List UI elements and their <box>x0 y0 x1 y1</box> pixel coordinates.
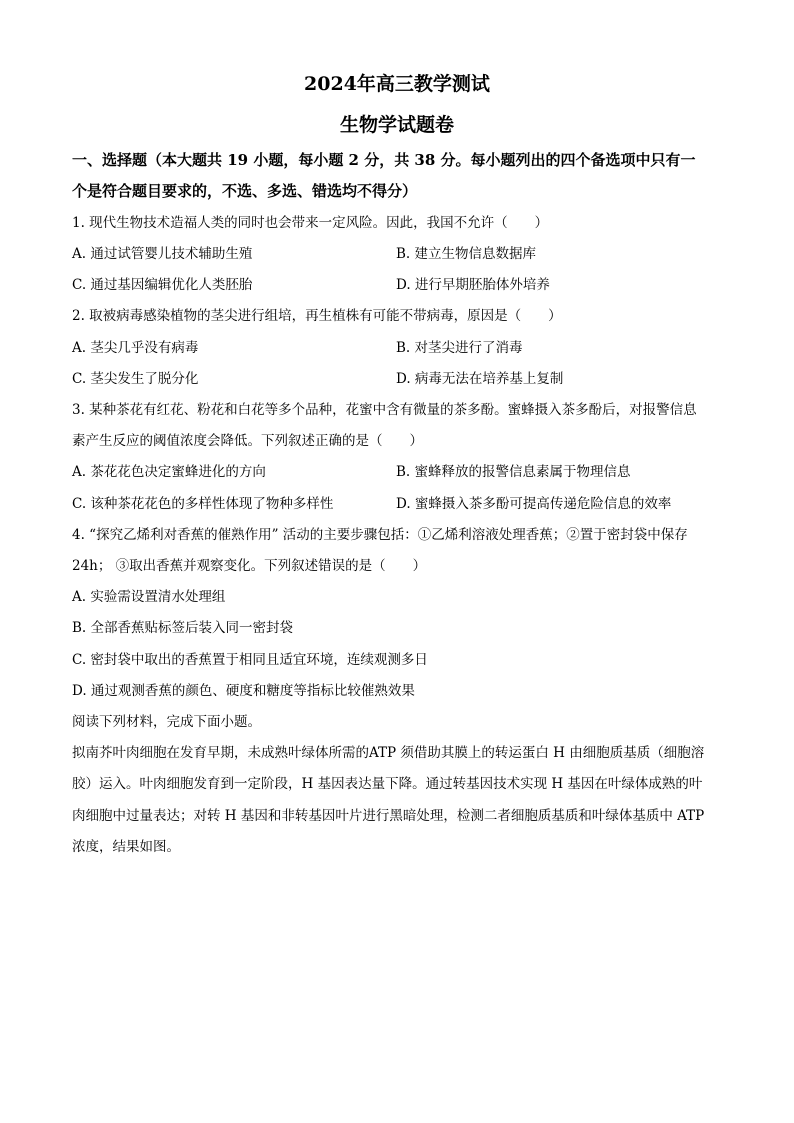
reading-paragraph-line3: 肉细胞中过量表达；对转 H 基因和非转基因叶片进行黑暗处理，检测二者细胞质基质和叶绿体基质中 ATP <box>72 808 705 824</box>
question-4-option-c: C. 密封袋中取出的香蕉置于相同且适宜环境，连续观测多日 <box>72 652 428 668</box>
reading-paragraph-line1: 拟南芥叶肉细胞在发育早期，未成熟叶绿体所需的ATP 须借助其膜上的转运蛋白 H 由细胞质基质（细胞溶 <box>72 745 705 761</box>
reading-paragraph-line2: 胶）运入。叶肉细胞发育到一定阶段，H 基因表达量下降。通过转基因技术实现 H 基因在叶绿体成熟的叶 <box>72 776 703 792</box>
page-title: 2024年高三教学测试 <box>304 73 490 95</box>
question-3-option-b: B. 蜜蜂释放的报警信息素属于物理信息 <box>396 464 631 480</box>
question-1-option-a: A. 通过试管婴儿技术辅助生殖 <box>72 246 253 262</box>
question-1-option-d: D. 进行早期胚胎体外培养 <box>396 277 550 293</box>
section-heading-line2: 个是符合题目要求的，不选、多选、错选均不得分） <box>72 182 418 200</box>
question-2-option-a: A. 茎尖几乎没有病毒 <box>72 340 199 356</box>
question-4-option-b: B. 全部香蕉贴标签后装入同一密封袋 <box>72 620 294 636</box>
question-3-stem-line1: 3. 某种茶花有红花、粉花和白花等多个品种，花蜜中含有微量的茶多酚。蜜蜂摄入茶多酚后，对报警信息 <box>72 402 697 418</box>
question-4-stem-line2: 24h； ③取出香蕉并观察变化。下列叙述错误的是（ ） <box>72 558 427 574</box>
question-2-option-b: B. 对茎尖进行了消毒 <box>396 340 523 356</box>
question-3-option-a: A. 茶花花色决定蜜蜂进化的方向 <box>72 464 266 480</box>
reading-paragraph-line4: 浓度，结果如图。 <box>72 839 180 855</box>
question-1-option-c: C. 通过基因编辑优化人类胚胎 <box>72 277 253 293</box>
question-4-option-d: D. 通过观测香蕉的颜色、硬度和糖度等指标比较催熟效果 <box>72 683 415 699</box>
page-subtitle: 生物学试题卷 <box>339 114 454 136</box>
question-2-option-d: D. 病毒无法在培养基上复制 <box>396 371 564 387</box>
question-1-option-b: B. 建立生物信息数据库 <box>396 246 537 262</box>
question-4-stem-line1: 4. “探究乙烯利对香蕉的催熟作用” 活动的主要步骤包括：①乙烯利溶液处理香蕉；②置于密封袋中保存 <box>72 527 688 543</box>
question-4-option-a: A. 实验需设置清水处理组 <box>72 589 226 605</box>
section-heading-line1: 一、选择题（本大题共 19 小题，每小题 2 分，共 38 分。每小题列出的四个备选项中只有一 <box>72 151 696 169</box>
question-1-stem: 1. 现代生物技术造福人类的同时也会带来一定风险。因此，我国不允许（ ） <box>72 215 549 231</box>
question-2-stem: 2. 取被病毒感染植物的茎尖进行组培，再生植株有可能不带病毒，原因是（ ） <box>72 308 562 324</box>
question-3-stem-line2: 素产生反应的阈值浓度会降低。下列叙述正确的是（ ） <box>72 433 423 449</box>
reading-intro: 阅读下列材料，完成下面小题。 <box>72 714 261 730</box>
question-2-option-c: C. 茎尖发生了脱分化 <box>72 371 199 387</box>
question-3-option-c: C. 该种茶花花色的多样性体现了物种多样性 <box>72 496 334 512</box>
question-3-option-d: D. 蜜蜂摄入茶多酚可提高传递危险信息的效率 <box>396 496 672 512</box>
